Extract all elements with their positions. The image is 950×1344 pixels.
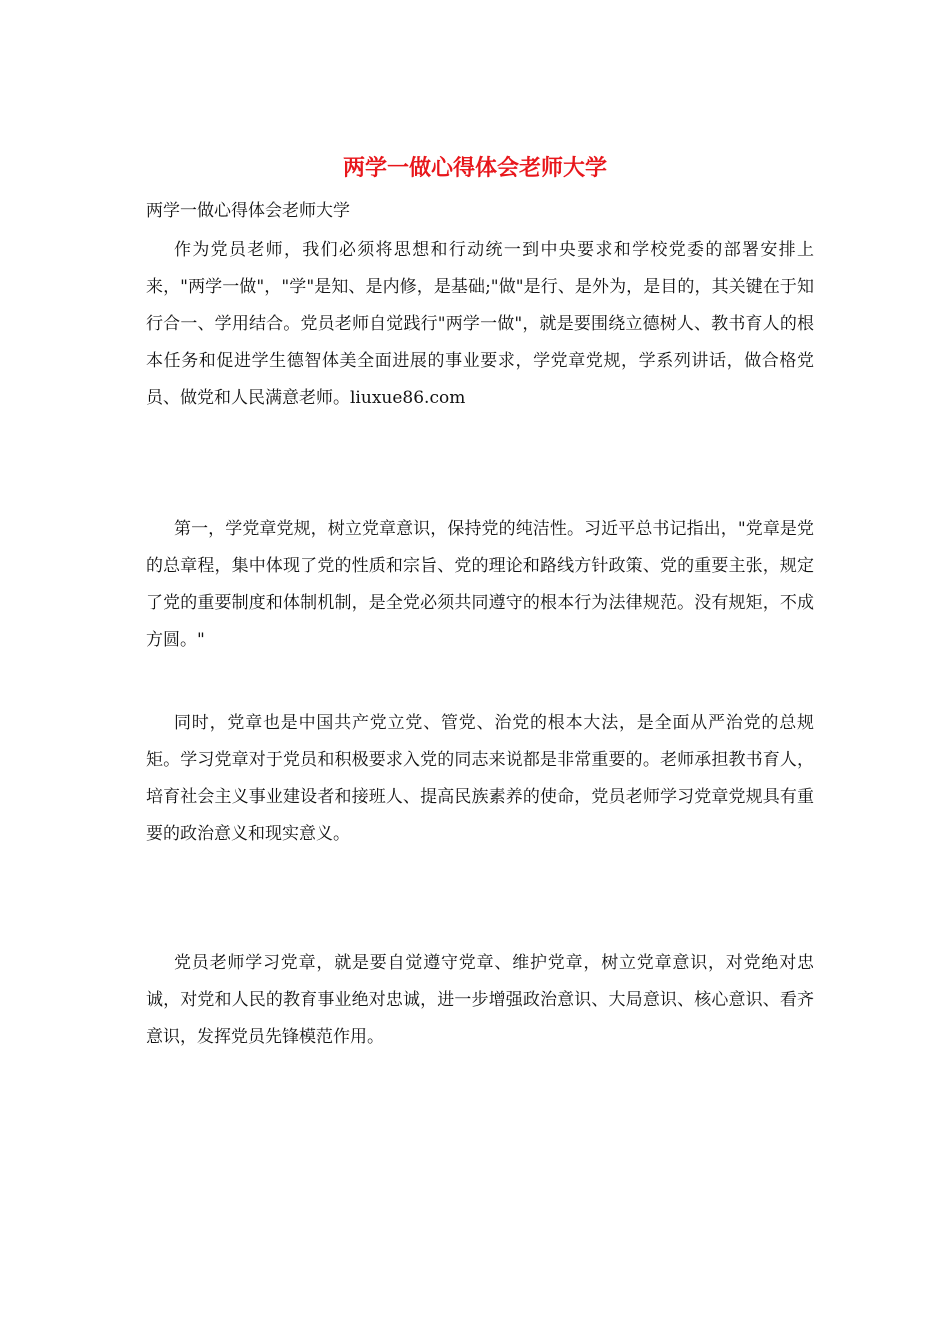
document-subtitle: 两学一做心得体会老师大学 [146, 201, 350, 221]
paragraph-1: 作为党员老师，我们必须将思想和行动统一到中央要求和学校党委的部署安排上来，"两学一做"，"学"是知、是内修，是基础;"做"是行、是外为，是目的，其关键在于知行合一、学用结合。党员老师自觉践行"两学一做"，就是要围绕立德树人、教书育人的根本任务和促进学生德智体美全面进展的事业要求，学党章党规，学系列讲话，做合格党员、做党和人民满意老师。liuxue86.com [146, 240, 814, 408]
paragraph-3: 同时，党章也是中国共产党立党、管党、治党的根本大法，是全面从严治党的总规矩。学习党章对于党员和积极要求入党的同志来说都是非常重要的。老师承担教书育人，培育社会主义事业建设者和接班人、提高民族素养的使命，党员老师学习党章党规具有重要的政治意义和现实意义。 [146, 713, 814, 844]
paragraph-4: 党员老师学习党章，就是要自觉遵守党章、维护党章，树立党章意识，对党绝对忠诚，对党和人民的教育事业绝对忠诚，进一步增强政治意识、大局意识、核心意识、看齐意识，发挥党员先锋模范作用。 [146, 953, 814, 1047]
document-title: 两学一做心得体会老师大学 [342, 155, 607, 181]
paragraph-2: 第一，学党章党规，树立党章意识，保持党的纯洁性。习近平总书记指出，"党章是党的总章程，集中体现了党的性质和宗旨、党的理论和路线方针政策、党的重要主张，规定了党的重要制度和体制机制，是全党必须共同遵守的根本行为法律规范。没有规矩，不成方圆。" [146, 519, 814, 650]
